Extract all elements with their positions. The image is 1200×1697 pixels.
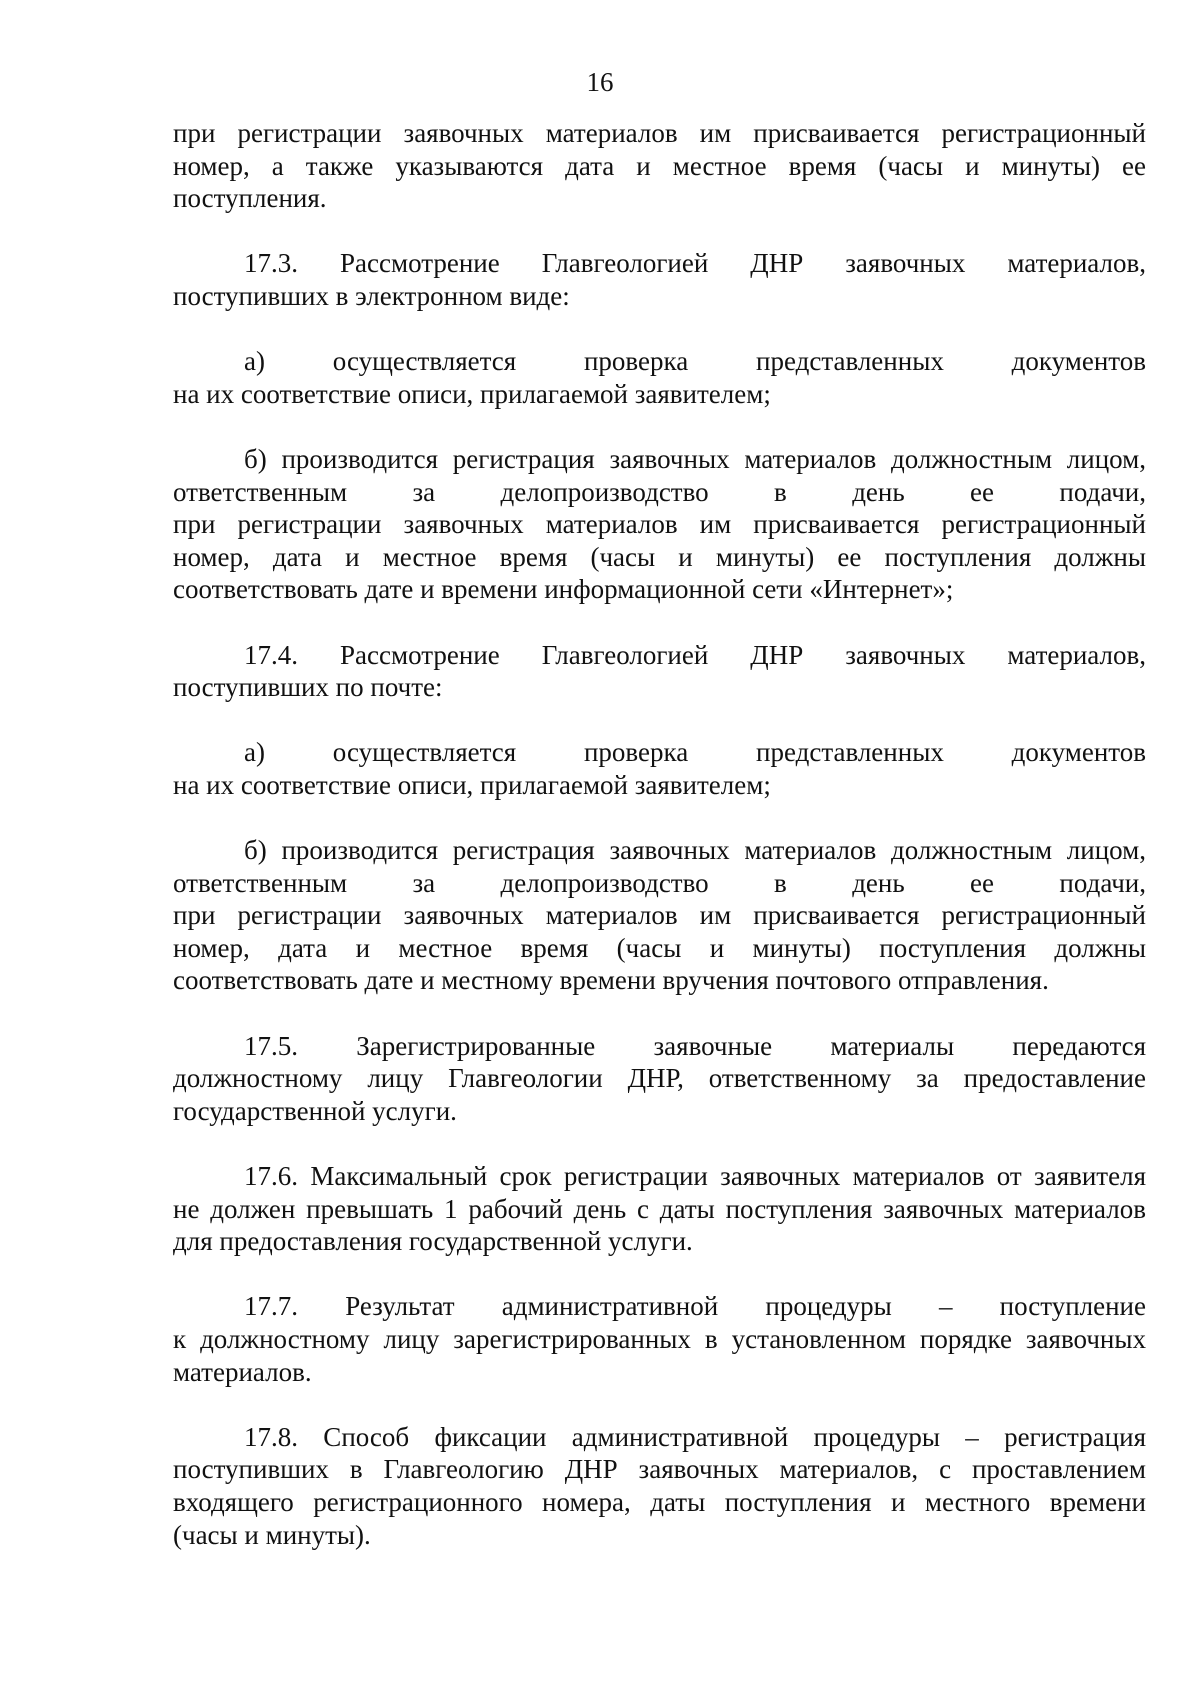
paragraph [173,639,1146,704]
text-line: на их соответствие описи, прилагаемой заявителем; [173,378,771,409]
text-line: государственной услуги. [173,1095,457,1126]
text-line: должностному лицу Главгеологии ДНР, ответственному за предоставление [173,1063,1146,1094]
page-number: 16 [586,67,614,97]
text-line: для предоставления государственной услуги. [173,1226,693,1257]
paragraph [173,345,1146,410]
paragraph [173,443,1146,606]
text-line: 17.8. Способ фиксации административной процедуры – регистрация [244,1421,1146,1452]
text-line: 17.6. Максимальный срок регистрации заявочных материалов от заявителя [244,1161,1146,1191]
paragraph [173,1030,1146,1128]
text-line: а) осуществляется проверка представленных документов [244,737,1146,768]
text-line: поступления. [173,183,327,214]
text-line: поступивших в Главгеологию ДНР заявочных материалов, с проставлением [173,1454,1146,1485]
text-line: к должностному лицу зарегистрированных в установленном порядке заявочных [173,1323,1146,1354]
document-body [173,117,1146,1584]
text-line: соответствовать дате и времени информационной сети «Интернет»; [173,574,954,605]
paragraph [173,247,1146,312]
text-line: входящего регистрационного номера, даты поступления и местного времени [173,1486,1146,1517]
text-line: б) производится регистрация заявочных материалов должностным лицом, [244,835,1146,866]
text-line: поступивших в электронном виде: [173,280,570,311]
text-line: ответственным за делопроизводство в день ее подачи, [173,476,1146,507]
paragraph [173,117,1146,215]
text-line: (часы и минуты). [173,1519,371,1550]
text-line: материалов. [173,1356,312,1387]
text-line: номер, а также указываются дата и местное время (часы и минуты) ее [173,150,1146,181]
paragraph [173,834,1146,997]
text-line: номер, дата и местное время (часы и минуты) поступления должны [173,932,1146,963]
paragraph [173,1421,1146,1551]
paragraph [173,1160,1146,1258]
text-line: б) производится регистрация заявочных материалов должностным лицом, [244,443,1146,474]
text-line: при регистрации заявочных материалов им присваивается регистрационный [173,118,1146,148]
text-line: при регистрации заявочных материалов им присваивается регистрационный [173,509,1146,540]
text-line: 17.7. Результат административной процедуры – поступление [244,1291,1146,1322]
text-line: при регистрации заявочных материалов им присваивается регистрационный [173,900,1146,931]
text-line: соответствовать дате и местному времени вручения почтового отправления. [173,965,1049,996]
text-line: поступивших по почте: [173,672,443,703]
text-line: 17.3. Рассмотрение Главгеологией ДНР заявочных материалов, [244,248,1146,279]
text-line: ответственным за делопроизводство в день ее подачи, [173,867,1146,898]
text-line: не должен превышать 1 рабочий день с даты поступления заявочных материалов [173,1193,1146,1224]
text-line: номер, дата и местное время (часы и минуты) ее поступления должны [173,541,1146,572]
paragraph [173,736,1146,801]
text-line: 17.4. Рассмотрение Главгеологией ДНР заявочных материалов, [244,639,1146,670]
text-line: 17.5. Зарегистрированные заявочные материалы передаются [244,1030,1146,1061]
paragraph [173,1290,1146,1388]
text-line: на их соответствие описи, прилагаемой заявителем; [173,769,771,800]
text-line: а) осуществляется проверка представленных документов [244,346,1146,377]
